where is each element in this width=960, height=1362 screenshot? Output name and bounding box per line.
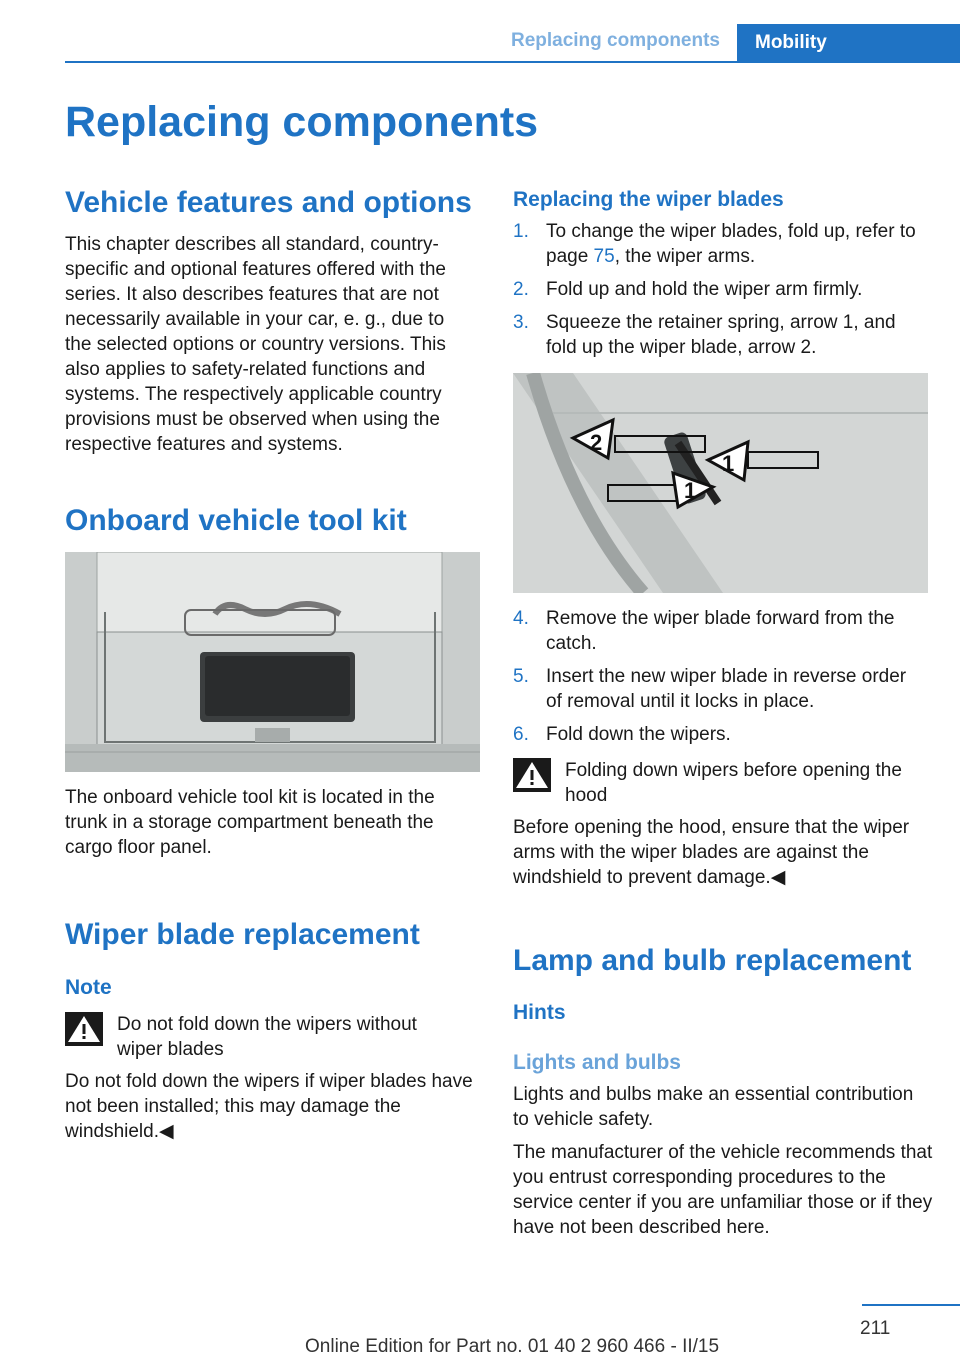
heading-note: Note [65,976,112,999]
wiper-photo [513,373,928,593]
warning-triangle-icon [513,758,551,792]
footer-rule [862,1304,960,1306]
heading-lamp: Lamp and bulb replacement [513,944,912,977]
page-number: 211 [860,1318,891,1339]
list-item: 1. To change the wiper blades, fold up, refer to page 75, the wiper arms. [513,221,916,267]
vehicle-features-body: This chapter describes all standard, country-specific and optional features offered with the series. It also describes features that are not necessarily available in your car, e. g., due to the selected options or country versions. This also applies to safety-related functions and systems. The respectively applicable country provisions must be observed when using the respective features and systems. [65,234,446,455]
warning-body: Do not fold down the wipers if wiper blades have not been installed; this may damage the windshield.◀ [65,1071,473,1142]
header-tab-mobility[interactable]: Mobility [737,24,960,63]
tool-kit-body: The onboard vehicle tool kit is located in the trunk in a storage compartment beneath the cargo floor panel. [65,787,435,858]
warning-no-wiper-blades [65,1012,485,1062]
steps-list-a [513,219,933,360]
warning-title: Folding down wipers before opening the hood [565,760,902,806]
list-item: 5. Insert the new wiper blade in reverse order of removal until it locks in place. [513,666,907,712]
list-item: 6. Fold down the wipers. [513,724,731,745]
list-item: 3. Squeeze the retainer spring, arrow 1, and fold up the wiper blade, arrow 2. [513,312,896,358]
list-item: 4. Remove the wiper blade forward from the catch. [513,608,895,654]
page-link[interactable]: 75 [593,246,615,267]
heading-tool-kit: Onboard vehicle tool kit [65,504,407,537]
heading-replacing-wiper: Replacing the wiper blades [513,188,784,211]
heading-vehicle-features: Vehicle features and options [65,186,472,219]
warning-triangle-icon [65,1012,103,1046]
header-rule [65,61,960,63]
heading-hints: Hints [513,1001,566,1024]
lamp-body-2: The manufacturer of the vehicle recommends that you entrust corresponding procedures to the service center if you are unfamiliar those or if they have not been described here. [513,1142,933,1238]
header-section-title: Replacing components [510,30,720,51]
list-item: 2. Fold up and hold the wiper arm firmly. [513,279,863,300]
lamp-body-1: Lights and bulbs make an essential contribution to vehicle safety. [513,1084,914,1130]
heading-lights-bulbs: Lights and bulbs [513,1051,681,1074]
tool-kit-photo [65,552,480,772]
warning-fold-down-wipers [513,758,933,808]
steps-list-b [513,606,933,747]
warning-body: Before opening the hood, ensure that the wiper arms with the wiper blades are against the windshield to prevent damage.◀ [513,817,910,888]
heading-wiper-replacement: Wiper blade replacement [65,918,420,951]
arrow-label-1b: 1 [684,478,697,503]
page-title: Replacing components [65,98,539,146]
warning-title: Do not fold down the wipers without wiper blades [117,1014,417,1060]
arrow-label-2: 2 [590,430,603,455]
footer-edition: Online Edition for Part no. 01 40 2 960 466 - II/15 [305,1336,720,1357]
arrow-label-1a: 1 [722,451,735,476]
